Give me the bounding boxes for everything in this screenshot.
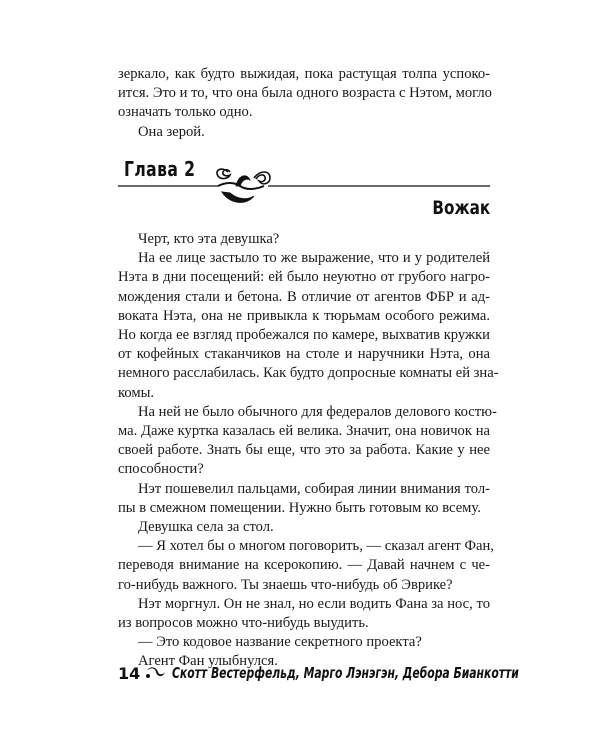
text-line: На ней не было обычного для федералов делового костю-	[138, 403, 497, 420]
text-line: Нэт пошевелил пальцами, собирая линии внимания тол-	[138, 480, 490, 497]
text-line: зеркало, как будто выжидая, пока растущая толпа успоко-	[118, 66, 490, 82]
chapter-title: Глава 2	[124, 157, 196, 181]
ornament-icon	[144, 666, 166, 680]
text-line: немного расслабилась. Как будто допросные комнаты ей зна-	[118, 365, 499, 382]
text-line: Агент Фан улыбнулся.	[138, 653, 278, 670]
running-footer-authors: Скотт Вестерфельд, Марго Лэнэгэн, Дебора Бианкотти	[172, 664, 520, 682]
text-line: пы в смежном помещении. Нужно быть готовым ко всему.	[118, 499, 481, 516]
text-line: способности?	[118, 461, 204, 478]
text-line: Нэт моргнул. Он не знал, но если водить Фана за нос, то	[138, 595, 490, 612]
text-line: мождения стали и бетона. В отличие от агентов ФБР и ад-	[118, 288, 490, 305]
text-line: На ее лице застыло то же выражение, что и у родителей	[138, 250, 490, 267]
page-number: 14	[118, 663, 141, 683]
text-line: Но когда ее взгляд пробежался по камере, выхватив кружки	[118, 327, 490, 344]
text-line: из вопросов можно что-нибудь выудить.	[118, 615, 369, 632]
text-line: комы.	[118, 384, 155, 401]
text-line: Нэта в дни посещений: ей было неуютно от грубого нагро-	[118, 269, 490, 286]
text-block-top	[118, 65, 490, 142]
text-line: Она зерой.	[138, 123, 205, 140]
text-line: ится. Это и то, что она была одного возраста с Нэтом, могло	[118, 85, 492, 102]
page-footer	[118, 661, 600, 685]
text-line: своей работе. Знать бы еще, что это за работа. Какие у нее	[118, 442, 490, 459]
text-line: воката Нэта, она не привыкла к тюрьмам особого режима.	[118, 307, 490, 324]
text-line: переводя внимание на ксерокопию. — Давай начнем с че-	[118, 557, 490, 574]
text-line: Черт, кто эта девушка?	[138, 231, 280, 247]
text-line: — Это кодовое название секретного проекта?	[138, 634, 422, 651]
text-line: — Я хотел бы о многом поговорить, — сказал агент Фан,	[138, 538, 494, 555]
chapter-subtitle: Вожак	[432, 197, 490, 219]
text-line: го-нибудь важного. Ты знаешь что-нибудь об Эврике?	[118, 576, 453, 593]
text-line: означать только одно.	[118, 104, 253, 121]
text-line: от кофейных стаканчиков на столе и наручники Нэта, она	[118, 346, 490, 363]
text-line: Девушка села за стол.	[138, 519, 274, 536]
text-line: ма. Даже куртка казалась ей велика. Значит, она новичок на	[118, 423, 490, 440]
text-block-body	[118, 230, 499, 672]
